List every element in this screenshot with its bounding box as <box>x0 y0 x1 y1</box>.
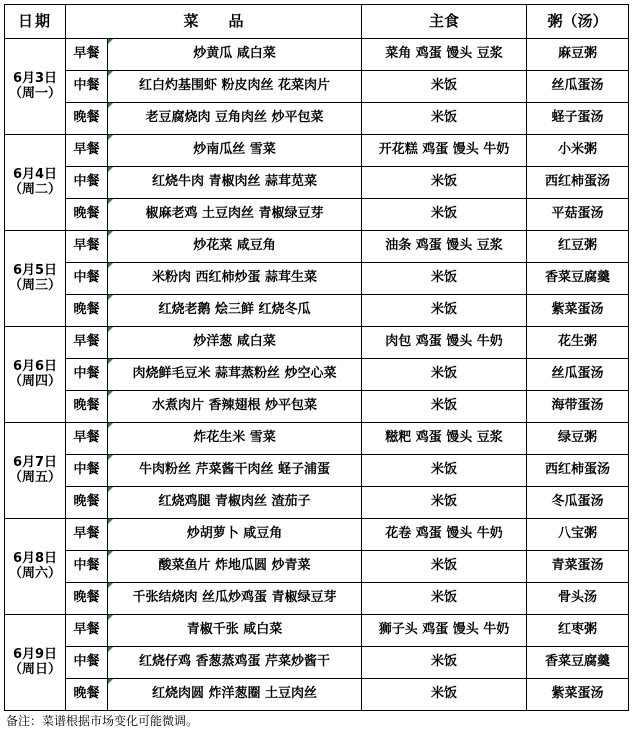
meal-type: 晚餐 <box>66 679 108 711</box>
meal-row <box>5 199 629 231</box>
dishes-cell: 酸菜鱼片 炸地瓜圆 炒青菜 <box>108 551 362 583</box>
dishes-cell: 老豆腐烧肉 豆角肉丝 炒平包菜 <box>108 103 362 135</box>
meal-type: 中餐 <box>66 359 108 391</box>
porridge-cell: 紫菜蛋汤 <box>527 295 629 327</box>
meal-row <box>5 647 629 679</box>
meal-type: 中餐 <box>66 551 108 583</box>
meal-row <box>5 359 629 391</box>
meal-row <box>5 679 629 711</box>
meal-type: 晚餐 <box>66 199 108 231</box>
porridge-cell: 骨头汤 <box>527 583 629 615</box>
day-weekday: （周日） <box>8 661 61 677</box>
meal-row <box>5 583 629 615</box>
meal-type: 中餐 <box>66 647 108 679</box>
day-cell <box>5 231 66 327</box>
porridge-cell: 青菜蛋汤 <box>527 551 629 583</box>
porridge-cell: 八宝粥 <box>527 519 629 551</box>
menu-table-body <box>5 5 629 711</box>
meal-type: 早餐 <box>66 39 108 71</box>
dishes-cell: 炒洋葱 咸白菜 <box>108 327 362 359</box>
day-date: 6月3日 <box>12 70 58 86</box>
staple-cell: 狮子头 鸡蛋 馒头 牛奶 <box>362 615 527 647</box>
day-cell <box>5 423 66 519</box>
day-cell <box>5 327 66 423</box>
dishes-cell: 炒南瓜丝 雪菜 <box>108 135 362 167</box>
meal-row <box>5 423 629 455</box>
dishes-cell: 炒黄瓜 咸白菜 <box>108 39 362 71</box>
meal-row <box>5 295 629 327</box>
porridge-cell: 红枣粥 <box>527 615 629 647</box>
staple-cell: 菜角 鸡蛋 馒头 豆浆 <box>362 39 527 71</box>
meal-row <box>5 71 629 103</box>
meal-row <box>5 167 629 199</box>
meal-row <box>5 455 629 487</box>
staple-cell: 米饭 <box>362 103 527 135</box>
dishes-cell: 红烧仔鸡 香葱蒸鸡蛋 芹菜炒酱干 <box>108 647 362 679</box>
meal-row <box>5 519 629 551</box>
dishes-cell: 红烧老鹅 烩三鲜 红烧冬瓜 <box>108 295 362 327</box>
porridge-cell: 红豆粥 <box>527 231 629 263</box>
staple-cell: 米饭 <box>362 455 527 487</box>
staple-cell: 油条 鸡蛋 馒头 豆浆 <box>362 231 527 263</box>
dishes-cell: 青椒千张 咸白菜 <box>108 615 362 647</box>
dishes-cell: 炒胡萝卜 咸豆角 <box>108 519 362 551</box>
staple-cell: 米饭 <box>362 647 527 679</box>
dishes-cell: 红烧牛肉 青椒肉丝 蒜茸苋菜 <box>108 167 362 199</box>
staple-cell: 米饭 <box>362 359 527 391</box>
dishes-cell: 肉烧鲜毛豆米 蒜茸蒸粉丝 炒空心菜 <box>108 359 362 391</box>
dishes-cell: 米粉肉 西红柿炒蛋 蒜茸生菜 <box>108 263 362 295</box>
meal-row <box>5 39 629 71</box>
porridge-cell: 香菜豆腐羹 <box>527 263 629 295</box>
meal-type: 晚餐 <box>66 487 108 519</box>
meal-type: 早餐 <box>66 135 108 167</box>
porridge-cell: 丝瓜蛋汤 <box>527 71 629 103</box>
dishes-cell: 牛肉粉丝 芹菜酱干肉丝 蛏子浦蛋 <box>108 455 362 487</box>
meal-type: 早餐 <box>66 519 108 551</box>
porridge-cell: 绿豆粥 <box>527 423 629 455</box>
day-cell <box>5 135 66 231</box>
meal-row <box>5 327 629 359</box>
dishes-cell: 炒花菜 咸豆角 <box>108 231 362 263</box>
staple-cell: 米饭 <box>362 167 527 199</box>
meal-row <box>5 103 629 135</box>
staple-cell: 米饭 <box>362 551 527 583</box>
dishes-cell: 红烧肉圆 炸洋葱圈 土豆肉丝 <box>108 679 362 711</box>
dishes-cell: 椒麻老鸡 土豆肉丝 青椒绿豆芽 <box>108 199 362 231</box>
day-date: 6月7日 <box>12 454 58 470</box>
porridge-cell: 蛏子蛋汤 <box>527 103 629 135</box>
porridge-cell: 花生粥 <box>527 327 629 359</box>
staple-cell: 米饭 <box>362 487 527 519</box>
porridge-cell: 平菇蛋汤 <box>527 199 629 231</box>
staple-cell: 米饭 <box>362 71 527 103</box>
day-cell <box>5 615 66 711</box>
day-weekday: （周五） <box>8 469 61 485</box>
meal-type: 早餐 <box>66 615 108 647</box>
meal-type: 中餐 <box>66 71 108 103</box>
meal-type: 晚餐 <box>66 583 108 615</box>
meal-type: 晚餐 <box>66 391 108 423</box>
dishes-cell: 千张结烧肉 丝瓜炒鸡蛋 青椒绿豆芽 <box>108 583 362 615</box>
porridge-cell: 西红柿蛋汤 <box>527 167 629 199</box>
meal-type: 中餐 <box>66 167 108 199</box>
meal-row <box>5 135 629 167</box>
meal-row <box>5 391 629 423</box>
meal-row <box>5 615 629 647</box>
day-date: 6月4日 <box>12 166 58 182</box>
day-cell <box>5 519 66 615</box>
meal-row <box>5 263 629 295</box>
meal-row <box>5 231 629 263</box>
staple-cell: 米饭 <box>362 263 527 295</box>
staple-cell: 米饭 <box>362 199 527 231</box>
staple-cell: 米饭 <box>362 583 527 615</box>
day-weekday: （周四） <box>8 373 61 389</box>
day-date: 6月8日 <box>12 550 58 566</box>
header-dishes: 菜 品 <box>66 5 362 39</box>
staple-cell: 米饭 <box>362 391 527 423</box>
day-weekday: （周三） <box>8 277 61 293</box>
day-weekday: （周二） <box>8 181 61 197</box>
day-weekday: （周六） <box>8 565 61 581</box>
weekly-menu-table <box>4 4 629 711</box>
dishes-cell: 炸花生米 雪菜 <box>108 423 362 455</box>
header-row <box>5 5 629 39</box>
day-date: 6月5日 <box>12 262 58 278</box>
meal-type: 晚餐 <box>66 295 108 327</box>
meal-type: 中餐 <box>66 455 108 487</box>
staple-cell: 糍粑 鸡蛋 馒头 豆浆 <box>362 423 527 455</box>
header-porridge: 粥（汤） <box>527 5 629 39</box>
meal-row <box>5 487 629 519</box>
staple-cell: 花卷 鸡蛋 馒头 牛奶 <box>362 519 527 551</box>
day-weekday: （周一） <box>8 85 61 101</box>
staple-cell: 米饭 <box>362 679 527 711</box>
meal-type: 早餐 <box>66 231 108 263</box>
day-cell <box>5 39 66 135</box>
dishes-cell: 红白灼基围虾 粉皮肉丝 花菜肉片 <box>108 71 362 103</box>
staple-cell: 米饭 <box>362 295 527 327</box>
porridge-cell: 小米粥 <box>527 135 629 167</box>
porridge-cell: 冬瓜蛋汤 <box>527 487 629 519</box>
day-date: 6月6日 <box>12 358 58 374</box>
header-date: 日期 <box>5 5 66 39</box>
meal-type: 早餐 <box>66 327 108 359</box>
footnote: 备注：菜谱根据市场变化可能微调。 <box>6 714 199 728</box>
porridge-cell: 丝瓜蛋汤 <box>527 359 629 391</box>
porridge-cell: 紫菜蛋汤 <box>527 679 629 711</box>
meal-type: 早餐 <box>66 423 108 455</box>
header-staple: 主食 <box>362 5 527 39</box>
porridge-cell: 麻豆粥 <box>527 39 629 71</box>
meal-type: 中餐 <box>66 263 108 295</box>
dishes-cell: 红烧鸡腿 青椒肉丝 渣茄子 <box>108 487 362 519</box>
porridge-cell: 香菜豆腐羹 <box>527 647 629 679</box>
staple-cell: 肉包 鸡蛋 馒头 牛奶 <box>362 327 527 359</box>
dishes-cell: 水煮肉片 香辣翅根 炒平包菜 <box>108 391 362 423</box>
day-date: 6月9日 <box>12 646 58 662</box>
meal-row <box>5 551 629 583</box>
porridge-cell: 海带蛋汤 <box>527 391 629 423</box>
meal-type: 晚餐 <box>66 103 108 135</box>
staple-cell: 开花糕 鸡蛋 馒头 牛奶 <box>362 135 527 167</box>
porridge-cell: 西红柿蛋汤 <box>527 455 629 487</box>
